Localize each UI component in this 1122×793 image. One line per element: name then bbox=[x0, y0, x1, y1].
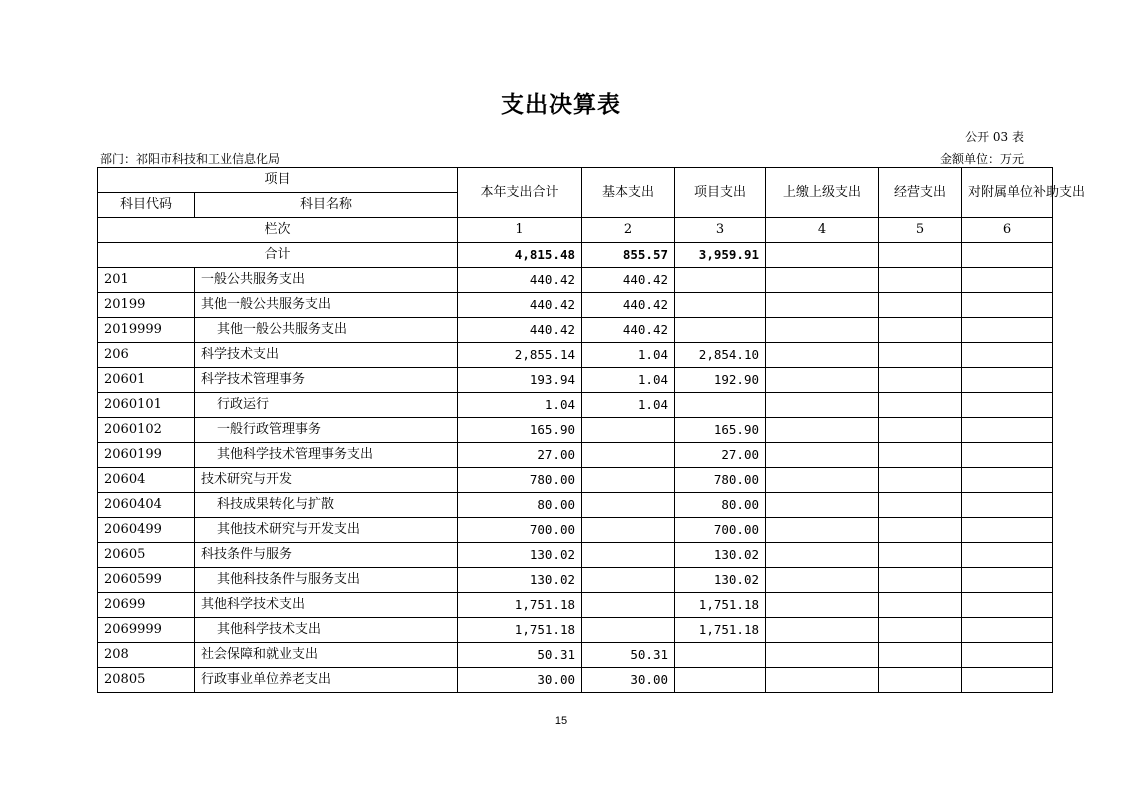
row-name: 其他一般公共服务支出 bbox=[195, 318, 458, 343]
row-upper bbox=[766, 618, 879, 643]
row-project: 1,751.18 bbox=[675, 618, 766, 643]
row-name: 技术研究与开发 bbox=[195, 468, 458, 493]
table-row bbox=[98, 493, 1053, 518]
row-total: 27.00 bbox=[458, 443, 582, 468]
row-total: 440.42 bbox=[458, 293, 582, 318]
row-project bbox=[675, 393, 766, 418]
row-total: 193.94 bbox=[458, 368, 582, 393]
row-basic bbox=[582, 518, 675, 543]
row-code: 2060199 bbox=[98, 443, 195, 468]
row-subsidy bbox=[962, 518, 1053, 543]
table-row bbox=[98, 618, 1053, 643]
row-upper bbox=[766, 493, 879, 518]
page-title: 支出决算表 bbox=[501, 91, 621, 118]
row-basic: 440.42 bbox=[582, 293, 675, 318]
row-name: 其他科学技术管理事务支出 bbox=[195, 443, 458, 468]
row-business bbox=[879, 543, 962, 568]
row-subsidy bbox=[962, 593, 1053, 618]
row-name: 科学技术支出 bbox=[195, 343, 458, 368]
row-total: 130.02 bbox=[458, 568, 582, 593]
row-upper bbox=[766, 418, 879, 443]
row-name: 一般行政管理事务 bbox=[195, 418, 458, 443]
row-business bbox=[879, 643, 962, 668]
header-business: 经营支出 bbox=[879, 168, 962, 218]
row-upper bbox=[766, 368, 879, 393]
row-project bbox=[675, 318, 766, 343]
row-name: 一般公共服务支出 bbox=[195, 268, 458, 293]
row-basic bbox=[582, 618, 675, 643]
row-name: 科学技术管理事务 bbox=[195, 368, 458, 393]
row-subsidy bbox=[962, 643, 1053, 668]
row-project: 700.00 bbox=[675, 518, 766, 543]
row-code: 2060499 bbox=[98, 518, 195, 543]
row-total: 1,751.18 bbox=[458, 618, 582, 643]
total-row bbox=[98, 243, 1053, 268]
row-subsidy bbox=[962, 568, 1053, 593]
unit-label: 金额单位：万元 bbox=[939, 152, 1024, 166]
row-business bbox=[879, 293, 962, 318]
row-business bbox=[879, 443, 962, 468]
row-project: 130.02 bbox=[675, 568, 766, 593]
table-row bbox=[98, 668, 1053, 693]
row-project bbox=[675, 668, 766, 693]
table-row bbox=[98, 343, 1053, 368]
header-col-label: 栏次 bbox=[98, 218, 458, 243]
row-total: 440.42 bbox=[458, 318, 582, 343]
header-code: 科目代码 bbox=[98, 193, 195, 218]
table-row bbox=[98, 393, 1053, 418]
row-total: 165.90 bbox=[458, 418, 582, 443]
row-subsidy bbox=[962, 668, 1053, 693]
row-subsidy bbox=[962, 268, 1053, 293]
row-subsidy bbox=[962, 493, 1053, 518]
row-subsidy bbox=[962, 343, 1053, 368]
row-subsidy bbox=[962, 318, 1053, 343]
row-project: 780.00 bbox=[675, 468, 766, 493]
table-row bbox=[98, 443, 1053, 468]
row-basic bbox=[582, 593, 675, 618]
row-upper bbox=[766, 318, 879, 343]
row-business bbox=[879, 493, 962, 518]
row-subsidy bbox=[962, 618, 1053, 643]
row-upper bbox=[766, 343, 879, 368]
row-business bbox=[879, 593, 962, 618]
header-col-num: 4 bbox=[766, 218, 879, 243]
row-project: 1,751.18 bbox=[675, 593, 766, 618]
row-business bbox=[879, 343, 962, 368]
row-total: 440.42 bbox=[458, 268, 582, 293]
row-project: 80.00 bbox=[675, 493, 766, 518]
row-code: 20199 bbox=[98, 293, 195, 318]
row-name: 其他科学技术支出 bbox=[195, 593, 458, 618]
row-code: 201 bbox=[98, 268, 195, 293]
row-subsidy bbox=[962, 443, 1053, 468]
header-col-num: 1 bbox=[458, 218, 582, 243]
header-item: 项目 bbox=[98, 168, 458, 193]
row-total: 700.00 bbox=[458, 518, 582, 543]
row-basic: 440.42 bbox=[582, 268, 675, 293]
row-upper bbox=[766, 668, 879, 693]
row-code: 2060101 bbox=[98, 393, 195, 418]
table-row bbox=[98, 293, 1053, 318]
row-business bbox=[879, 618, 962, 643]
page-number: 15 bbox=[554, 715, 568, 727]
row-upper bbox=[766, 468, 879, 493]
row-project bbox=[675, 293, 766, 318]
header-name: 科目名称 bbox=[195, 193, 458, 218]
row-basic: 1.04 bbox=[582, 343, 675, 368]
row-subsidy bbox=[962, 543, 1053, 568]
row-code: 2019999 bbox=[98, 318, 195, 343]
row-name: 其他科学技术支出 bbox=[195, 618, 458, 643]
row-business bbox=[879, 568, 962, 593]
row-subsidy bbox=[962, 293, 1053, 318]
row-business bbox=[879, 368, 962, 393]
row-upper bbox=[766, 393, 879, 418]
row-basic bbox=[582, 443, 675, 468]
department-label: 部门：祁阳市科技和工业信息化局 bbox=[100, 152, 281, 166]
row-name: 科技条件与服务 bbox=[195, 543, 458, 568]
row-basic: 1.04 bbox=[582, 368, 675, 393]
header-basic: 基本支出 bbox=[582, 168, 675, 218]
row-subsidy bbox=[962, 418, 1053, 443]
table-row bbox=[98, 593, 1053, 618]
row-upper bbox=[766, 568, 879, 593]
row-business bbox=[879, 468, 962, 493]
row-name: 行政运行 bbox=[195, 393, 458, 418]
row-total: 50.31 bbox=[458, 643, 582, 668]
row-business bbox=[879, 318, 962, 343]
table-row bbox=[98, 518, 1053, 543]
row-name: 其他技术研究与开发支出 bbox=[195, 518, 458, 543]
header-total: 本年支出合计 bbox=[458, 168, 582, 218]
row-total: 2,855.14 bbox=[458, 343, 582, 368]
row-code: 2060404 bbox=[98, 493, 195, 518]
row-total: 1,751.18 bbox=[458, 593, 582, 618]
row-code: 20805 bbox=[98, 668, 195, 693]
row-project: 165.90 bbox=[675, 418, 766, 443]
row-upper bbox=[766, 293, 879, 318]
row-business bbox=[879, 668, 962, 693]
row-code: 206 bbox=[98, 343, 195, 368]
table-row bbox=[98, 418, 1053, 443]
header-subsidy: 对附属单位补助支出 bbox=[962, 168, 1053, 218]
row-business bbox=[879, 418, 962, 443]
row-total: 130.02 bbox=[458, 543, 582, 568]
row-upper bbox=[766, 268, 879, 293]
header-col-num: 5 bbox=[879, 218, 962, 243]
row-upper bbox=[766, 518, 879, 543]
row-basic bbox=[582, 468, 675, 493]
row-project bbox=[675, 643, 766, 668]
expenditure-table bbox=[97, 167, 1086, 693]
row-upper bbox=[766, 543, 879, 568]
row-code: 20601 bbox=[98, 368, 195, 393]
row-name: 行政事业单位养老支出 bbox=[195, 668, 458, 693]
row-upper bbox=[766, 643, 879, 668]
row-project bbox=[675, 268, 766, 293]
row-basic bbox=[582, 418, 675, 443]
row-upper bbox=[766, 443, 879, 468]
header-project: 项目支出 bbox=[675, 168, 766, 218]
row-code: 20699 bbox=[98, 593, 195, 618]
row-basic bbox=[582, 543, 675, 568]
row-name: 社会保障和就业支出 bbox=[195, 643, 458, 668]
row-project: 130.02 bbox=[675, 543, 766, 568]
table-row bbox=[98, 643, 1053, 668]
row-subsidy bbox=[962, 368, 1053, 393]
row-project: 192.90 bbox=[675, 368, 766, 393]
row-name: 科技成果转化与扩散 bbox=[195, 493, 458, 518]
row-name: 其他科技条件与服务支出 bbox=[195, 568, 458, 593]
form-number: 公开 03 表 bbox=[965, 130, 1024, 144]
row-total: 30.00 bbox=[458, 668, 582, 693]
row-subsidy bbox=[962, 468, 1053, 493]
row-name: 其他一般公共服务支出 bbox=[195, 293, 458, 318]
row-code: 2060102 bbox=[98, 418, 195, 443]
table-row bbox=[98, 318, 1053, 343]
table-row bbox=[98, 368, 1053, 393]
row-basic bbox=[582, 568, 675, 593]
header-col-num: 3 bbox=[675, 218, 766, 243]
row-business bbox=[879, 518, 962, 543]
row-project: 27.00 bbox=[675, 443, 766, 468]
row-basic: 50.31 bbox=[582, 643, 675, 668]
total-label: 合计 bbox=[98, 243, 458, 268]
total-basic: 855.57 bbox=[582, 243, 675, 268]
row-upper bbox=[766, 593, 879, 618]
row-total: 780.00 bbox=[458, 468, 582, 493]
table-row bbox=[98, 568, 1053, 593]
row-code: 2069999 bbox=[98, 618, 195, 643]
row-basic: 30.00 bbox=[582, 668, 675, 693]
table-row bbox=[98, 468, 1053, 493]
table-row bbox=[98, 543, 1053, 568]
header-col-num: 6 bbox=[962, 218, 1053, 243]
row-total: 1.04 bbox=[458, 393, 582, 418]
row-code: 20605 bbox=[98, 543, 195, 568]
table-row bbox=[98, 268, 1053, 293]
row-basic bbox=[582, 493, 675, 518]
row-subsidy bbox=[962, 393, 1053, 418]
row-basic: 1.04 bbox=[582, 393, 675, 418]
row-code: 208 bbox=[98, 643, 195, 668]
row-business bbox=[879, 393, 962, 418]
row-business bbox=[879, 268, 962, 293]
row-project: 2,854.10 bbox=[675, 343, 766, 368]
row-total: 80.00 bbox=[458, 493, 582, 518]
header-upper: 上缴上级支出 bbox=[766, 168, 879, 218]
row-code: 20604 bbox=[98, 468, 195, 493]
row-basic: 440.42 bbox=[582, 318, 675, 343]
row-code: 2060599 bbox=[98, 568, 195, 593]
total-project: 3,959.91 bbox=[675, 243, 766, 268]
header-col-num: 2 bbox=[582, 218, 675, 243]
total-total: 4,815.48 bbox=[458, 243, 582, 268]
